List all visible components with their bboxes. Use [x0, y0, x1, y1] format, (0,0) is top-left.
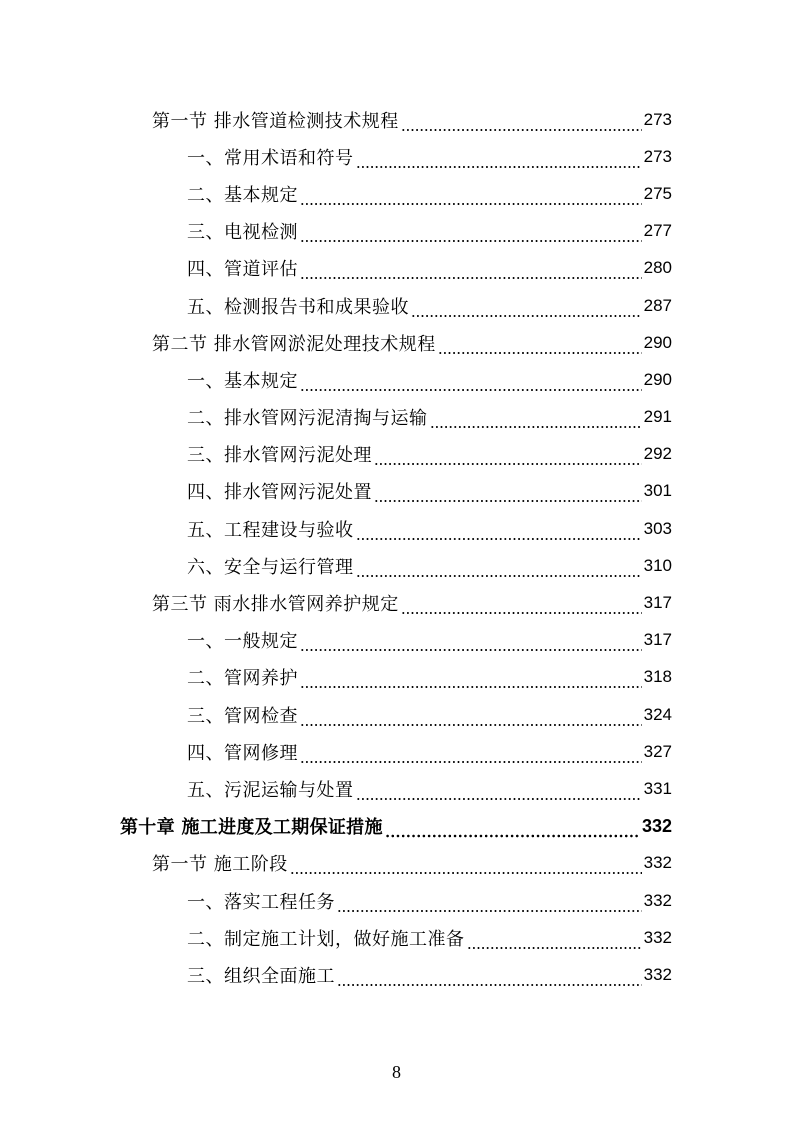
toc-entry-page: 332: [641, 815, 672, 836]
toc-entry-title: 五、检测报告书和成果验收: [187, 296, 409, 318]
toc-entry-page: 332: [643, 927, 672, 947]
toc-entry-title: 第三节 雨水排水管网养护规定: [152, 594, 399, 616]
toc-entry-item[interactable]: [0, 956, 672, 993]
toc-entry-section[interactable]: [0, 101, 672, 138]
toc-entry-title: 三、管网检查: [187, 705, 298, 727]
dot-leader: [467, 932, 642, 950]
toc-entry-section[interactable]: [0, 845, 672, 882]
dot-leader: [300, 671, 642, 689]
toc-entry-title: 第二节 排水管网淤泥处理技术规程: [152, 333, 436, 355]
toc-entry-title: 一、落实工程任务: [187, 891, 335, 913]
toc-entry-item[interactable]: [0, 919, 672, 956]
toc-entry-item[interactable]: [0, 770, 672, 807]
dot-leader: [430, 411, 642, 429]
toc-entry-page: 331: [643, 778, 672, 798]
toc-entry-page: 273: [643, 109, 672, 129]
dot-leader: [356, 151, 642, 169]
dot-leader: [401, 114, 642, 132]
toc-entry-page: 303: [643, 518, 672, 538]
toc-entry-title: 第一节 排水管道检测技术规程: [152, 110, 399, 132]
page-number: 8: [392, 1062, 401, 1082]
dot-leader: [300, 225, 642, 243]
toc-entry-page: 275: [643, 183, 672, 203]
dot-leader: [356, 523, 642, 541]
dot-leader: [401, 597, 642, 615]
toc-entry-title: 二、排水管网污泥清掏与运输: [187, 408, 428, 430]
toc-entry-item[interactable]: [0, 399, 672, 436]
toc-entry-title: 三、电视检测: [187, 222, 298, 244]
toc-entry-item[interactable]: [0, 213, 672, 250]
toc-entry-item[interactable]: [0, 659, 672, 696]
toc-entry-item[interactable]: [0, 287, 672, 324]
toc-entry-page: 280: [643, 258, 672, 278]
toc-entry-page: 290: [643, 369, 672, 389]
toc-entry-title: 三、组织全面施工: [187, 965, 335, 987]
toc-entry-title: 第十章 施工进度及工期保证措施: [120, 817, 383, 839]
dot-leader: [356, 560, 642, 578]
dot-leader: [356, 783, 642, 801]
toc-entry-page: 332: [643, 890, 672, 910]
dot-leader: [337, 969, 642, 987]
dot-leader: [300, 188, 642, 206]
toc-entry-title: 二、基本规定: [187, 184, 298, 206]
toc-entry-page: 332: [643, 853, 672, 873]
toc-entry-title: 二、制定施工计划，做好施工准备: [187, 928, 465, 950]
toc-entry-title: 二、管网养护: [187, 668, 298, 690]
toc-entry-item[interactable]: [0, 547, 672, 584]
toc-entry-title: 六、安全与运行管理: [187, 556, 354, 578]
dot-leader: [290, 857, 642, 875]
toc-entry-item[interactable]: [0, 361, 672, 398]
dot-leader: [385, 820, 640, 838]
toc-entry-title: 四、排水管网污泥处置: [187, 482, 372, 504]
table-of-contents: [0, 101, 793, 994]
toc-entry-page: 287: [643, 295, 672, 315]
toc-entry-title: 三、排水管网污泥处理: [187, 445, 372, 467]
toc-entry-chapter[interactable]: [0, 808, 672, 845]
toc-entry-item[interactable]: [0, 473, 672, 510]
toc-entry-item[interactable]: [0, 250, 672, 287]
toc-entry-title: 一、基本规定: [187, 370, 298, 392]
dot-leader: [300, 262, 642, 280]
dot-leader: [438, 337, 642, 355]
toc-entry-section[interactable]: [0, 324, 672, 361]
toc-entry-title: 四、管网修理: [187, 742, 298, 764]
toc-entry-page: 292: [643, 444, 672, 464]
toc-entry-page: 290: [643, 332, 672, 352]
toc-entry-page: 317: [643, 593, 672, 613]
toc-entry-page: 324: [643, 704, 672, 724]
toc-entry-page: 273: [643, 146, 672, 166]
toc-entry-page: 317: [643, 630, 672, 650]
toc-entry-page: 277: [643, 221, 672, 241]
dot-leader: [300, 709, 642, 727]
dot-leader: [300, 374, 642, 392]
toc-entry-item[interactable]: [0, 510, 672, 547]
toc-entry-page: 332: [643, 964, 672, 984]
toc-entry-section[interactable]: [0, 584, 672, 621]
dot-leader: [300, 746, 642, 764]
toc-entry-item[interactable]: [0, 696, 672, 733]
toc-entry-item[interactable]: [0, 175, 672, 212]
toc-entry-title: 一、一般规定: [187, 631, 298, 653]
dot-leader: [337, 895, 642, 913]
toc-entry-page: 291: [643, 407, 672, 427]
toc-entry-item[interactable]: [0, 436, 672, 473]
dot-leader: [374, 448, 642, 466]
toc-entry-page: 301: [643, 481, 672, 501]
toc-entry-title: 一、常用术语和符号: [187, 147, 354, 169]
toc-entry-item[interactable]: [0, 622, 672, 659]
toc-entry-title: 四、管道评估: [187, 259, 298, 281]
toc-entry-page: 318: [643, 667, 672, 687]
dot-leader: [411, 300, 642, 318]
toc-entry-item[interactable]: [0, 138, 672, 175]
toc-entry-item[interactable]: [0, 882, 672, 919]
toc-entry-item[interactable]: [0, 733, 672, 770]
toc-entry-title: 第一节 施工阶段: [152, 854, 288, 876]
dot-leader: [300, 634, 642, 652]
dot-leader: [374, 485, 642, 503]
toc-entry-page: 327: [643, 741, 672, 761]
toc-entry-title: 五、工程建设与验收: [187, 519, 354, 541]
toc-entry-page: 310: [643, 555, 672, 575]
toc-entry-title: 五、污泥运输与处置: [187, 779, 354, 801]
